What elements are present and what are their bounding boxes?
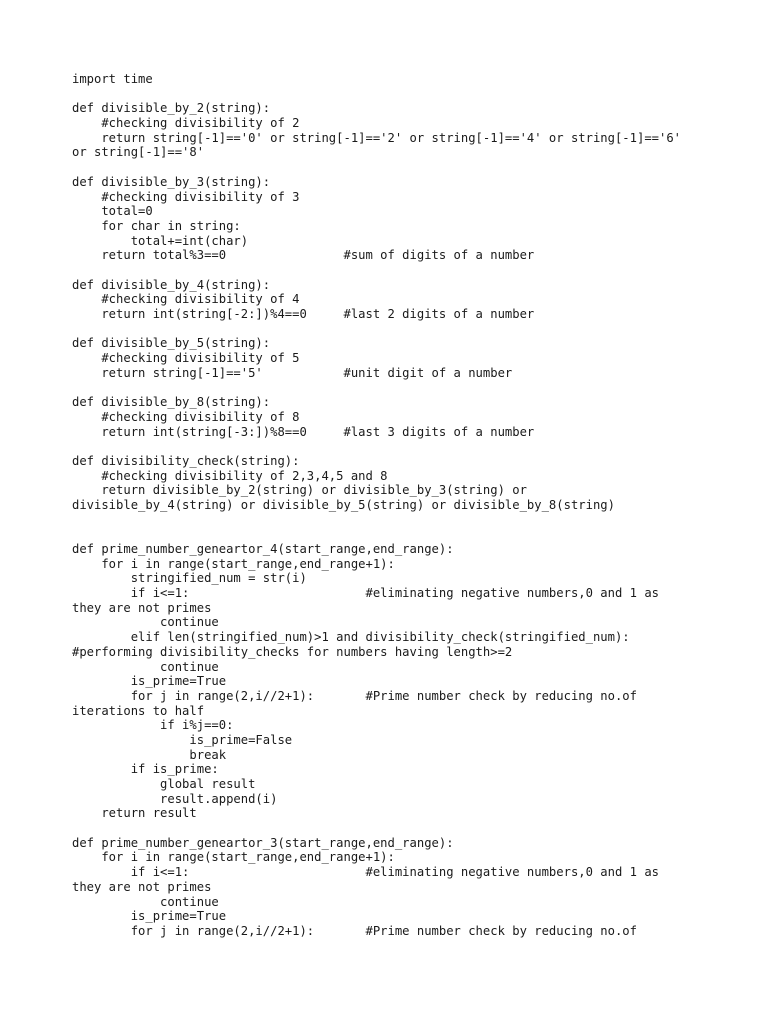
code-line: for j in range(2,i//2+1): #Prime number check by reducing no.of — [72, 688, 637, 703]
code-line: continue — [72, 894, 219, 909]
code-line: return result — [72, 806, 197, 821]
code-line: #checking divisibility of 3 — [72, 189, 300, 204]
code-line: is_prime=True — [72, 909, 227, 924]
code-line: or string[-1]=='8' — [72, 145, 205, 160]
code-line: if i%j==0: — [72, 718, 234, 733]
code-line: def divisible_by_5(string): — [72, 336, 271, 351]
code-line: iterations to half — [72, 703, 205, 718]
code-line — [72, 380, 712, 395]
code-line: if is_prime: — [72, 762, 219, 777]
code-line: return total%3==0 #sum of digits of a number — [72, 248, 535, 263]
code-listing — [72, 72, 712, 939]
code-line — [72, 87, 712, 102]
code-line: elif len(stringified_num)>1 and divisibility_check(stringified_num): — [72, 630, 630, 645]
code-line: for i in range(start_range,end_range+1): — [72, 850, 395, 865]
code-line — [72, 160, 712, 175]
code-line: return divisible_by_2(string) or divisible_by_3(string) or — [72, 483, 527, 498]
code-line: #checking divisibility of 4 — [72, 292, 300, 307]
code-line: #checking divisibility of 2,3,4,5 and 8 — [72, 468, 388, 483]
code-line: is_prime=False — [72, 732, 293, 747]
code-line: for char in string: — [72, 218, 241, 233]
code-line: break — [72, 747, 227, 762]
code-line: result.append(i) — [72, 791, 278, 806]
code-line: import time — [72, 72, 153, 86]
code-line: #checking divisibility of 2 — [72, 116, 300, 131]
code-line: if i<=1: #eliminating negative numbers,0 and 1 as — [72, 586, 659, 601]
code-line — [72, 439, 712, 454]
code-line: return int(string[-2:])%4==0 #last 2 digits of a number — [72, 307, 535, 321]
code-line: for i in range(start_range,end_range+1): — [72, 556, 395, 571]
code-line: continue — [72, 659, 219, 674]
code-line: #performing divisibility_checks for numbers having length>=2 — [72, 644, 513, 659]
code-line: total=0 — [72, 204, 153, 219]
code-line: return string[-1]=='0' or string[-1]=='2' or string[-1]=='4' or string[-1]=='6' — [72, 130, 682, 145]
code-line: #checking divisibility of 8 — [72, 409, 300, 424]
code-line: they are not primes — [72, 600, 212, 615]
code-line: they are not primes — [72, 879, 212, 894]
code-line: #checking divisibility of 5 — [72, 351, 300, 366]
code-line: is_prime=True — [72, 674, 227, 689]
code-line — [72, 263, 712, 278]
code-line: for j in range(2,i//2+1): #Prime number check by reducing no.of — [72, 923, 637, 938]
code-line — [72, 527, 712, 542]
code-line: global result — [72, 777, 256, 791]
code-line: if i<=1: #eliminating negative numbers,0 and 1 as — [72, 865, 659, 880]
code-line: total+=int(char) — [72, 233, 249, 248]
code-line: def divisible_by_2(string): — [72, 101, 271, 116]
code-line: def divisible_by_3(string): — [72, 174, 271, 189]
code-line: def divisibility_check(string): — [72, 453, 300, 468]
code-line — [72, 322, 712, 337]
code-line: return string[-1]=='5' #unit digit of a number — [72, 365, 513, 380]
code-line: def prime_number_geneartor_4(start_range,end_range): — [72, 542, 454, 556]
code-line: def divisible_by_8(string): — [72, 395, 271, 410]
code-line: continue — [72, 615, 219, 630]
code-line — [72, 821, 712, 836]
code-line: def prime_number_geneartor_3(start_range,end_range): — [72, 835, 454, 850]
code-line: def divisible_by_4(string): — [72, 277, 271, 292]
code-line: stringified_num = str(i) — [72, 571, 307, 586]
code-line — [72, 513, 712, 528]
code-line: return int(string[-3:])%8==0 #last 3 digits of a number — [72, 424, 535, 439]
code-line: divisible_by_4(string) or divisible_by_5(string) or divisible_by_8(string) — [72, 497, 615, 512]
